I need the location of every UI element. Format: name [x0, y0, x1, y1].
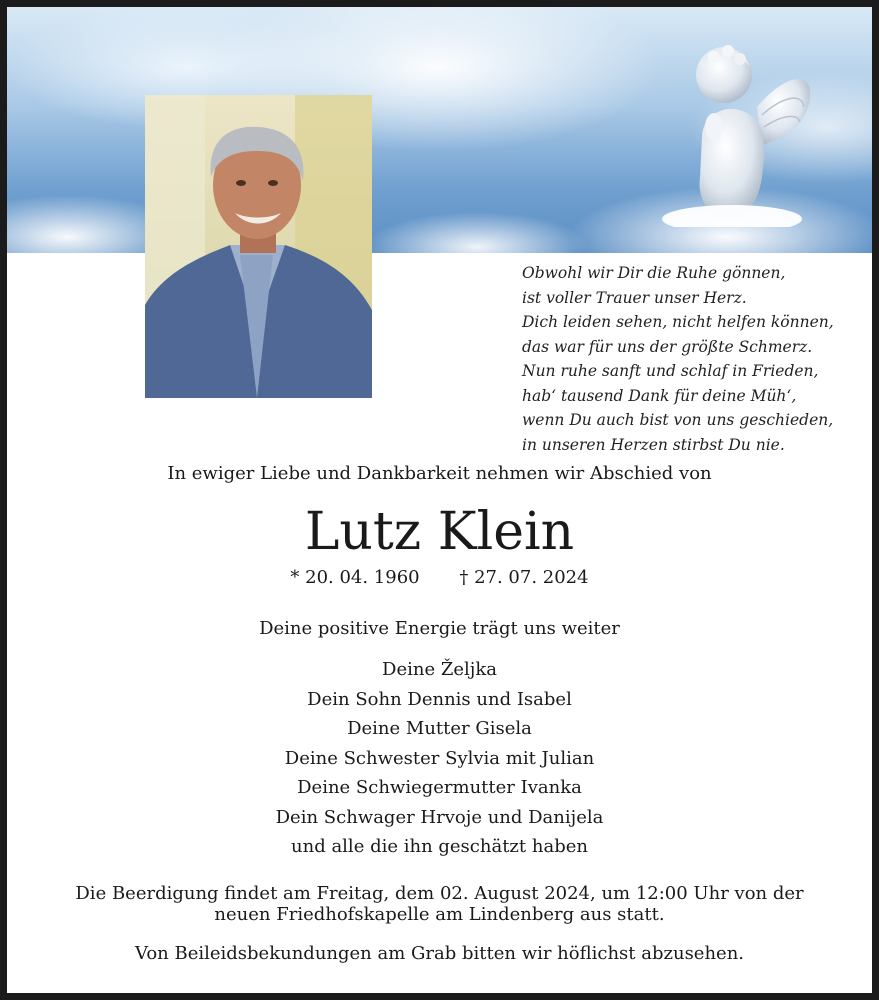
family-member: Dein Sohn Dennis und Isabel [307, 688, 572, 710]
deceased-name: Lutz Klein [304, 502, 575, 562]
sky-banner [7, 7, 872, 253]
family-member: Deine Željka [382, 659, 497, 680]
poem-line: ist voller Trauer unser Herz. [522, 288, 747, 307]
poem-line: das war für uns der größte Schmerz. [522, 337, 813, 356]
family-member: Deine Schwester Sylvia mit Julian [284, 747, 595, 769]
poem-line: hab‘ tausend Dank für deine Müh‘, [522, 386, 797, 405]
poem-line: Nun ruhe sanft und schlaf in Frieden, [522, 362, 819, 380]
family-member: Deine Mutter Gisela [347, 718, 532, 739]
life-dates [7, 567, 872, 588]
poem-line: in unseren Herzen stirbst Du nie. [522, 435, 785, 454]
person-portrait-icon [145, 95, 372, 398]
motto: Deine positive Energie trägt uns weiter [259, 618, 620, 639]
poem [522, 261, 862, 457]
condolence-note: Von Beileidsbekundungen am Grab bitten wir höflichst abzusehen. [134, 943, 745, 964]
birth-date: * 20. 04. 1960 [290, 567, 420, 588]
family-list [7, 655, 872, 862]
poem-line: wenn Du auch bist von uns geschieden, [522, 411, 834, 429]
funeral-notice [7, 883, 872, 925]
poem-line: Dich leiden sehen, nicht helfen können, [522, 313, 834, 331]
family-member: Dein Schwager Hrvoje und Danijela [275, 806, 604, 828]
funeral-line: Die Beerdigung findet am Freitag, dem 02. August 2024, um 12:00 Uhr von der [75, 883, 804, 904]
funeral-line: neuen Friedhofskapelle am Lindenberg aus statt. [214, 904, 665, 925]
family-member: Deine Schwiegermutter Ivanka [297, 777, 582, 798]
poem-line: Obwohl wir Dir die Ruhe gönnen, [522, 264, 786, 282]
family-member: und alle die ihn geschätzt haben [291, 836, 588, 857]
angel-figure-icon [662, 27, 822, 227]
death-date: † 27. 07. 2024 [459, 567, 589, 588]
portrait-photo [145, 95, 372, 398]
farewell-intro: In ewiger Liebe und Dankbarkeit nehmen wir Abschied von [167, 463, 712, 484]
